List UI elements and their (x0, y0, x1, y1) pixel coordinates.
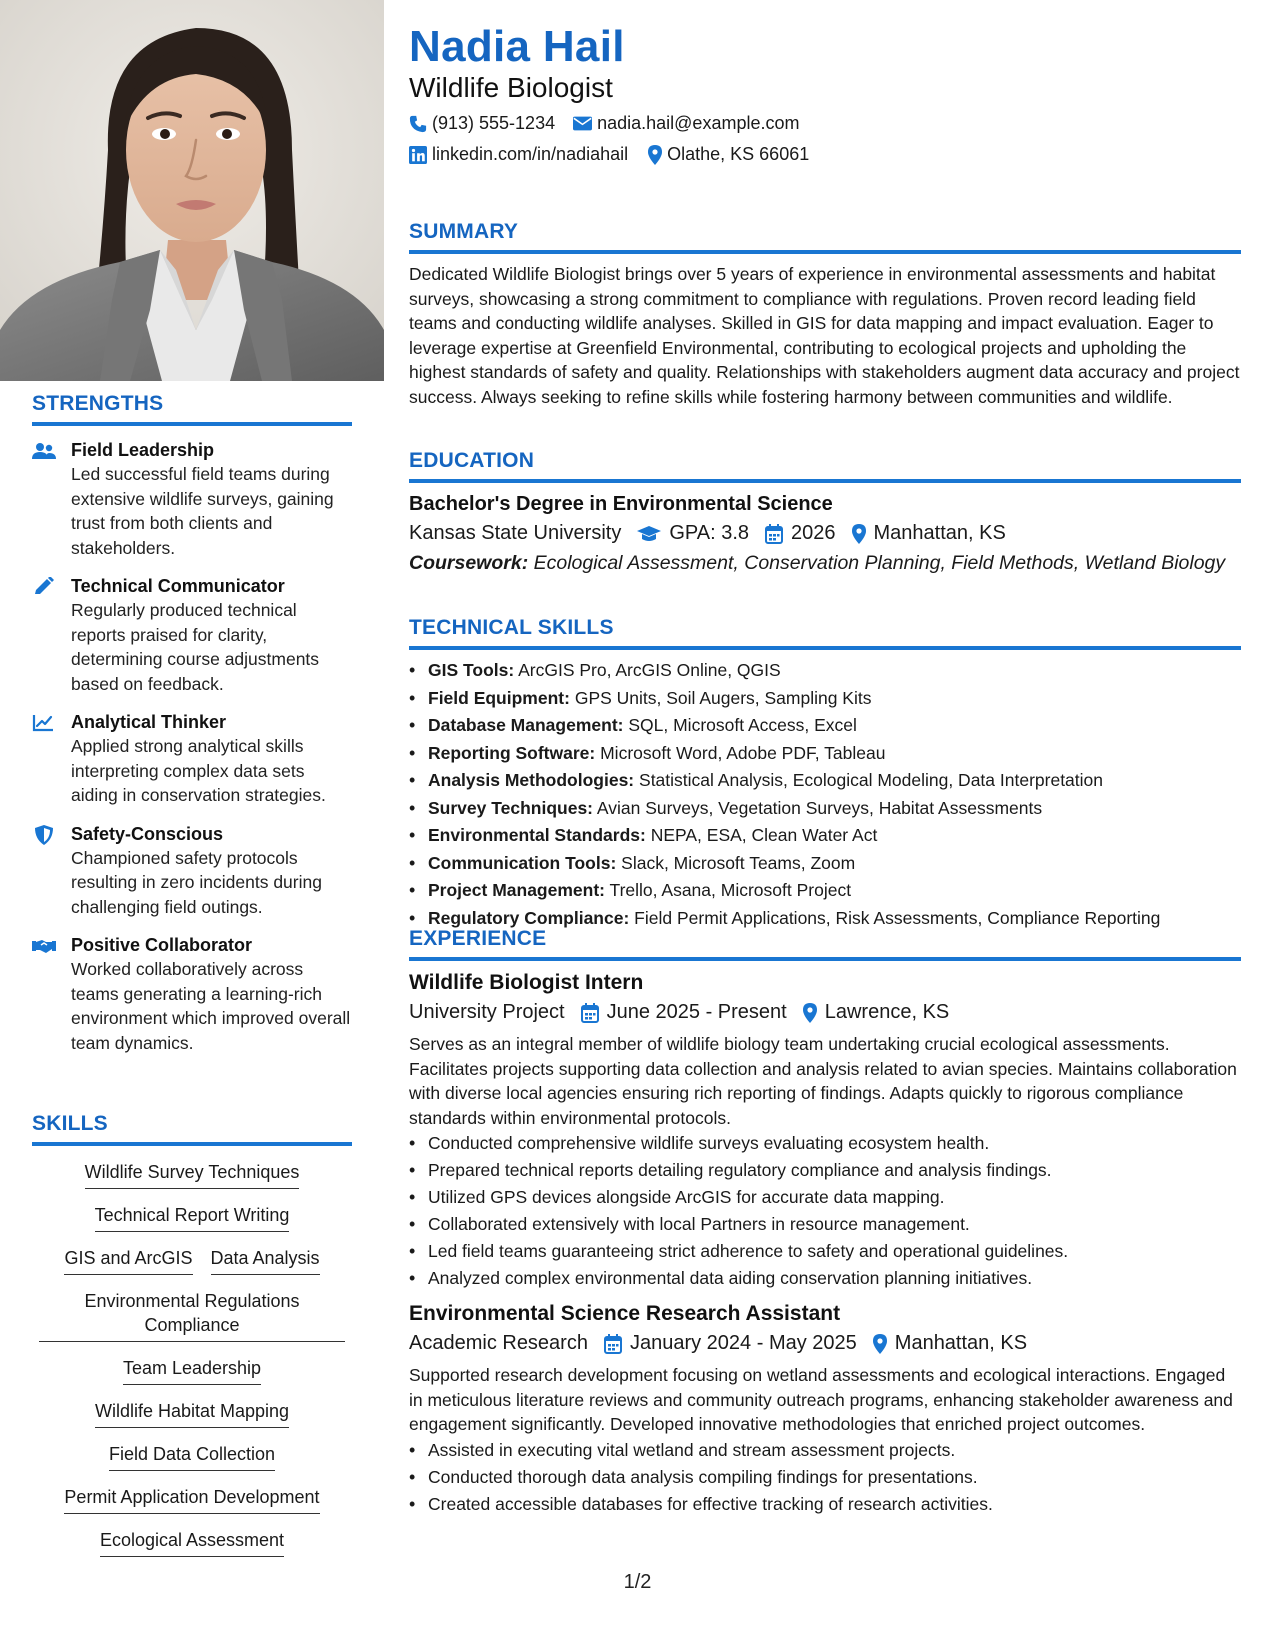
job-title: Wildlife Biologist Intern (409, 971, 644, 994)
strength-description: Regularly produced technical reports praised for clarity, determining course adjustments based on feedback. (71, 600, 320, 694)
job-title: Environmental Science Research Assistant (409, 1302, 841, 1325)
tech-skill-label: Regulatory Compliance: (428, 907, 630, 928)
candidate-name: Nadia Hail (409, 22, 625, 71)
edu-location-text: Manhattan, KS (873, 522, 1006, 544)
skill-tag: Permit Application Development (64, 1485, 319, 1514)
job-location-text: Lawrence, KS (824, 1001, 950, 1023)
portrait-illustration (0, 0, 384, 381)
tech-skill-value: GPS Units, Soil Augers, Sampling Kits (574, 687, 872, 708)
tech-skill-item (409, 657, 1241, 685)
pencil-icon (32, 577, 56, 597)
linkedin-text: linkedin.com/in/nadiahail (432, 144, 629, 164)
strength-item (32, 574, 352, 696)
year-text: 2026 (791, 522, 836, 544)
tech-skill-value: Avian Surveys, Vegetation Surveys, Habitat Assessments (596, 797, 1043, 818)
tech-skill-label: Reporting Software: (428, 742, 596, 763)
page-number: 1/2 (623, 1571, 652, 1593)
job-entry (409, 971, 1241, 1292)
strength-description: Led successful field teams during extensive wildlife surveys, gaining trust from both clients and stakeholders. (71, 464, 334, 558)
tech-skill-value: Statistical Analysis, Ecological Modeling, Data Interpretation (639, 770, 1104, 790)
handshake-icon (32, 936, 56, 956)
job-summary: Supported research development focusing on wetland assessments and ecological interactions. Engaged in meticulous literature reviews and community outreach programs, enhancing stakeholder awareness and engagement significantly. Developed innovative methodologies that enriched project outcomes. (409, 1365, 1233, 1434)
job-bullet: • Led field teams guaranteeing strict adherence to safety and operational guidelines. (409, 1238, 1241, 1265)
job-meta (409, 1332, 1241, 1355)
job-bullet: • Conducted comprehensive wildlife surveys evaluating ecosystem health. (409, 1130, 1241, 1157)
tech-skill-item (409, 850, 1241, 878)
tech-skill-label: Field Equipment: (428, 687, 570, 708)
job-bullets (409, 1130, 1241, 1292)
coursework-label: Coursework: (409, 552, 529, 574)
contact-row-1 (409, 113, 799, 134)
strength-description: Applied strong analytical skills interpreting complex data sets aiding in conservation strategies. (71, 736, 326, 805)
tech-skill-item (409, 822, 1241, 850)
phone-text: (913) 555-1234 (432, 113, 556, 133)
coursework-list: Ecological Assessment, Conservation Planning, Field Methods, Wetland Biology (533, 552, 1226, 574)
strength-description: Championed safety protocols resulting in zero incidents during challenging field outings. (71, 847, 322, 917)
summary-text: Dedicated Wildlife Biologist brings over 5 years of experience in environmental assessments and habitat surveys, showcasing a strong commitment to compliance with regulations. Proven record leading field teams and conducting wildlife analyses. Skilled in GIS for data mapping and impact evaluation. Eager to leverage expertise at Greenfield Environmental, contributing to ecological projects and upholding the highest standards of safety and quality. Relationships with stakeholders augment data accuracy and project success. Always seeking to refine skills while fostering harmony between communities and wildlife. (409, 264, 1240, 407)
email-text: nadia.hail@example.com (597, 113, 800, 133)
education-section (409, 449, 1241, 576)
job-location-text: Manhattan, KS (894, 1332, 1028, 1354)
summary-heading: SUMMARY (409, 220, 1241, 254)
contact-row-2 (409, 144, 809, 165)
shield-icon (32, 825, 56, 845)
job-bullet: • Collaborated extensively with local Partners in resource management. (409, 1211, 1241, 1238)
tech-skill-item (409, 795, 1241, 823)
job-bullet: • Conducted thorough data analysis compiling findings for presentations. (409, 1464, 1241, 1491)
job-bullet: • Prepared technical reports detailing regulatory compliance and analysis findings. (409, 1157, 1241, 1184)
calendar-icon (581, 1003, 599, 1023)
job-org (409, 1001, 565, 1024)
tech-skill-item (409, 685, 1241, 713)
strengths-heading: STRENGTHS (32, 392, 352, 426)
skill-tag: Data Analysis (211, 1246, 320, 1275)
summary-section (409, 220, 1241, 409)
coursework (409, 551, 1241, 576)
tech-skill-value: SQL, Microsoft Access, Excel (628, 715, 857, 735)
skills-section (32, 1112, 352, 1571)
left-column (0, 0, 384, 1650)
education-heading: EDUCATION (409, 449, 1241, 483)
gpa-text: GPA: 3.8 (669, 522, 749, 544)
tech-skill-item (409, 740, 1241, 768)
strength-description: Worked collaboratively across teams generating a learning-rich environment which improved overall team dynamics. (71, 959, 351, 1053)
tech-skill-value: Trello, Asana, Microsoft Project (609, 880, 852, 900)
skill-tag: Wildlife Survey Techniques (85, 1160, 300, 1189)
skills-heading: SKILLS (32, 1112, 352, 1146)
phone-contact[interactable] (409, 113, 555, 134)
strength-title: Analytical Thinker (71, 712, 227, 732)
strength-item (32, 933, 352, 1055)
gpa-item (637, 522, 749, 545)
tech-skill-value: ArcGIS Pro, ArcGIS Online, QGIS (518, 660, 781, 680)
map-pin-icon (803, 1003, 817, 1023)
school-text: Kansas State University (409, 522, 622, 544)
candidate-role: Wildlife Biologist (409, 72, 613, 103)
skill-tag: Technical Report Writing (95, 1203, 290, 1232)
skill-tag: Wildlife Habitat Mapping (95, 1399, 289, 1428)
linkedin-icon (409, 146, 427, 164)
strength-item (32, 822, 352, 920)
users-icon (32, 441, 56, 461)
job-dates-text: January 2024 - May 2025 (629, 1332, 857, 1354)
job-dates (581, 1001, 787, 1024)
tech-skill-value: NEPA, ESA, Clean Water Act (650, 825, 878, 845)
strength-title: Safety-Conscious (71, 823, 224, 844)
degree-title: Bachelor's Degree in Environmental Science (409, 493, 833, 515)
tech-skill-item (409, 767, 1241, 795)
graduation-cap-icon (637, 525, 661, 543)
job-bullets (409, 1437, 1241, 1518)
job-bullet: • Utilized GPS devices alongside ArcGIS for accurate data mapping. (409, 1184, 1241, 1211)
tech-skill-value: Microsoft Word, Adobe PDF, Tableau (600, 742, 886, 763)
experience-heading: EXPERIENCE (409, 927, 1241, 961)
map-pin-icon (873, 1334, 887, 1354)
chart-line-icon (32, 713, 56, 733)
tech-skill-label: Project Management: (428, 880, 605, 900)
linkedin-contact[interactable] (409, 144, 628, 165)
map-pin-icon (852, 524, 866, 544)
job-bullet: • Assisted in executing vital wetland and stream assessment projects. (409, 1437, 1241, 1464)
skill-tag: Field Data Collection (109, 1442, 275, 1471)
tech-skill-value: Slack, Microsoft Teams, Zoom (621, 852, 856, 873)
tech-skill-item (409, 877, 1241, 905)
skill-tag: GIS and ArcGIS (64, 1246, 192, 1275)
job-org-text: Academic Research (409, 1332, 588, 1354)
tech-skill-value: Field Permit Applications, Risk Assessments, Compliance Reporting (634, 907, 1161, 928)
strength-item (32, 438, 352, 560)
tech-skill-label: Analysis Methodologies: (428, 770, 635, 790)
tech-skill-item (409, 712, 1241, 740)
education-meta (409, 522, 1241, 545)
job-org-text: University Project (409, 1001, 565, 1023)
skill-tag: Environmental Regulations Compliance (39, 1289, 345, 1342)
skills-list (32, 1160, 352, 1557)
job-location (803, 1001, 950, 1024)
calendar-icon (604, 1334, 622, 1354)
envelope-icon (573, 116, 592, 131)
location-contact (648, 144, 809, 165)
tech-skill-label: Survey Techniques: (428, 797, 594, 818)
school-name (409, 522, 621, 545)
job-dates (604, 1332, 857, 1355)
strength-title: Technical Communicator (71, 576, 285, 596)
tech-skill-label: Communication Tools: (428, 852, 617, 873)
job-bullet: • Created accessible databases for effective tracking of research activities. (409, 1491, 1241, 1518)
job-summary: Serves as an integral member of wildlife biology team undertaking crucial ecological assessments. Facilitates projects supporting data collection and analysis related to avian species. Maintains collaboration with diverse local agencies ensuring rich reporting of findings. Adapts quickly to rigorous compliance standards within environmental protocols. (409, 1034, 1237, 1128)
edu-location-item (852, 522, 1006, 545)
technical-skills-heading: TECHNICAL SKILLS (409, 616, 1241, 650)
year-item (765, 522, 836, 545)
strength-title: Field Leadership (71, 440, 215, 460)
location-text: Olathe, KS 66061 (667, 144, 810, 164)
strengths-section (32, 392, 352, 1055)
skill-tag: Team Leadership (123, 1356, 261, 1385)
job-bullet: • Analyzed complex environmental data aiding conservation planning initiatives. (409, 1265, 1241, 1292)
map-pin-icon (648, 145, 662, 165)
tech-skill-label: GIS Tools: (428, 660, 515, 680)
tech-skill-label: Database Management: (428, 715, 624, 735)
job-location (873, 1332, 1027, 1355)
strength-title: Positive Collaborator (71, 935, 253, 955)
strength-item (32, 710, 352, 808)
job-entry (409, 1302, 1241, 1518)
job-org (409, 1332, 588, 1355)
experience-section (409, 927, 1241, 1518)
job-meta (409, 1001, 1241, 1024)
profile-photo (0, 0, 384, 381)
skill-tag: Ecological Assessment (100, 1528, 284, 1557)
email-contact[interactable] (573, 113, 799, 134)
tech-skill-label: Environmental Standards: (428, 825, 646, 845)
technical-skills-section (409, 616, 1241, 932)
job-dates-text: June 2025 - Present (606, 1001, 787, 1023)
phone-icon (409, 115, 427, 133)
calendar-icon (765, 524, 783, 544)
technical-skills-list (409, 657, 1241, 932)
